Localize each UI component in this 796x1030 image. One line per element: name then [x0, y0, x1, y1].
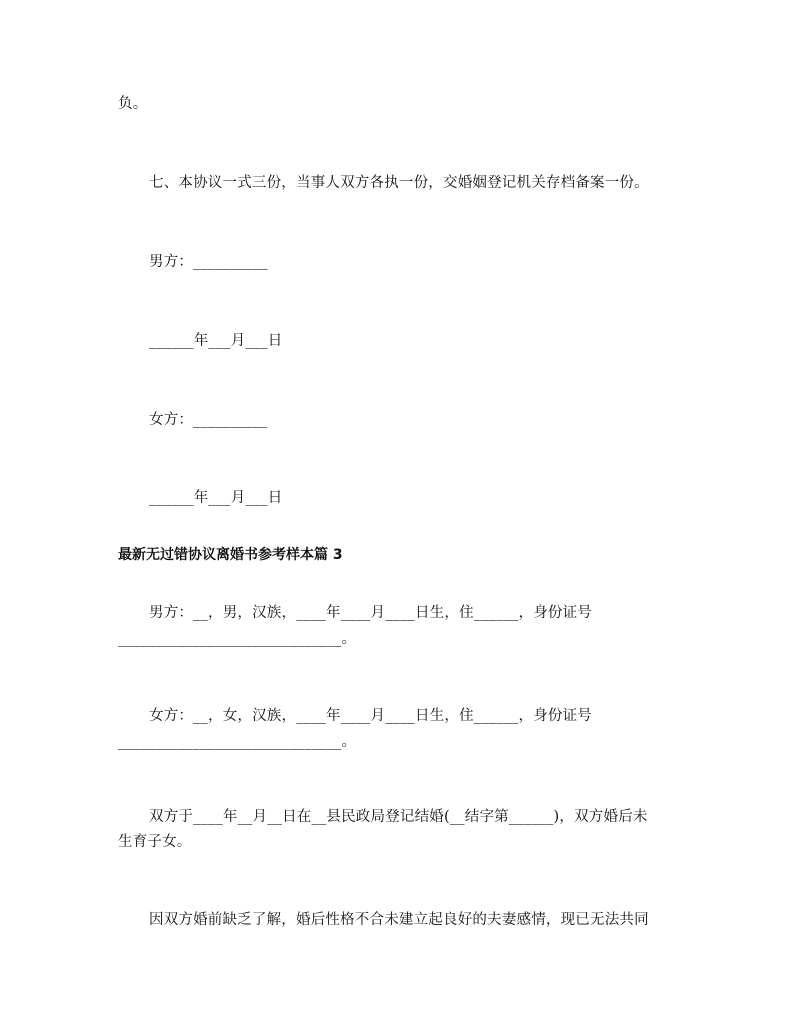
signature-date-woman: ______年___月___日	[149, 490, 283, 506]
signature-woman: 女方：__________	[149, 412, 268, 428]
woman-info-line-2: ______________________________。	[118, 734, 357, 750]
signature-date-man: ______年___月___日	[149, 333, 283, 349]
signature-man: 男方：__________	[149, 254, 268, 270]
section-heading: 最新无过错协议离婚书参考样本篇 3	[118, 547, 343, 563]
man-info-line-2: ______________________________。	[118, 631, 357, 647]
woman-info-line-1: 女方：__，女，汉族，____年____月____日生，住______，身份证号	[149, 708, 592, 724]
marriage-info-line-1: 双方于____年__月__日在__县民政局登记结婚(__结字第______)，双方婚后未	[149, 809, 648, 825]
reason-text-line-1: 因双方婚前缺乏了解，婚后性格不合未建立起良好的夫妻感情，现已无法共同	[149, 912, 649, 928]
clause-7-text: 七、本协议一式三份，当事人双方各执一份，交婚姻登记机关存档备案一份。	[149, 175, 649, 191]
man-info-line-1: 男方：__，男，汉族，____年____月____日生，住______，身份证号	[149, 605, 592, 621]
marriage-info-line-2: 生育子女。	[118, 834, 192, 850]
continued-text: 负。	[118, 96, 148, 112]
